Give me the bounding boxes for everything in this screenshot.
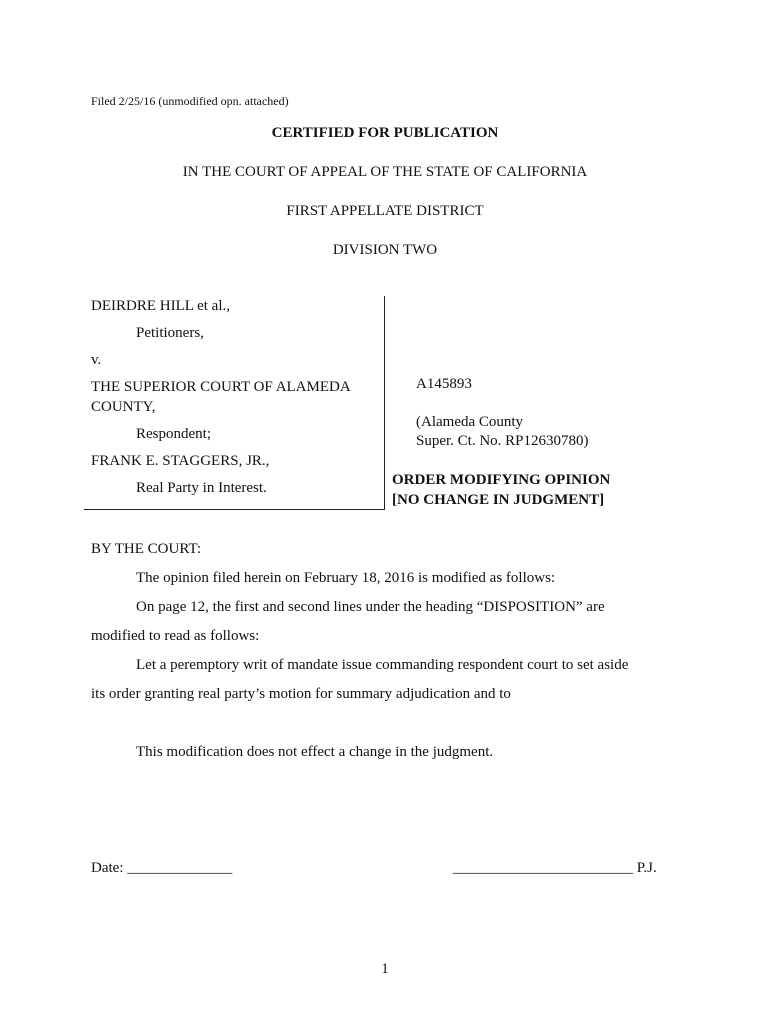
order-title-line2: [NO CHANGE IN JUDGMENT] xyxy=(392,492,605,508)
real-party-role: Real Party in Interest. xyxy=(136,480,267,496)
county-line2: Super. Ct. No. RP12630780) xyxy=(416,433,589,449)
certified-heading: CERTIFIED FOR PUBLICATION xyxy=(271,125,499,141)
respondent-name-line1: THE SUPERIOR COURT OF ALAMEDA xyxy=(91,379,351,395)
order-title-line1: ORDER MODIFYING OPINION xyxy=(392,472,611,488)
filed-note: Filed 2/25/16 (unmodified opn. attached) xyxy=(91,94,289,108)
county-line1: (Alameda County xyxy=(416,414,524,430)
caption-vertical-rule xyxy=(384,296,385,510)
respondent-role: Respondent; xyxy=(136,426,211,442)
court-name: IN THE COURT OF APPEAL OF THE STATE OF CALIFORNIA xyxy=(182,164,588,180)
real-party-name: FRANK E. STAGGERS, JR., xyxy=(91,453,270,469)
presiding-justice-signature-line: ________________________ P.J. xyxy=(453,860,657,876)
paragraph-1: The opinion filed herein on February 18, 2016 is modified as follows: xyxy=(136,570,556,586)
caption-horizontal-rule xyxy=(84,509,385,510)
page-number: 1 xyxy=(381,961,389,977)
respondent-name-line2: COUNTY, xyxy=(91,399,156,415)
versus: v. xyxy=(91,352,102,368)
division-name: DIVISION TWO xyxy=(332,242,438,258)
by-the-court: BY THE COURT: xyxy=(91,541,202,557)
district-name: FIRST APPELLATE DISTRICT xyxy=(286,203,484,219)
paragraph-2-line1: On page 12, the first and second lines under the heading “DISPOSITION” are xyxy=(136,599,605,615)
petitioner-role: Petitioners, xyxy=(136,325,204,341)
date-line: Date: ______________ xyxy=(91,860,233,876)
paragraph-3-line1: Let a peremptory writ of mandate issue commanding respondent court to set aside xyxy=(136,657,629,673)
petitioner-name: DEIRDRE HILL et al., xyxy=(91,298,230,314)
case-number: A145893 xyxy=(416,376,472,392)
paragraph-2-line2: modified to read as follows: xyxy=(91,628,260,644)
paragraph-4: This modification does not effect a change in the judgment. xyxy=(136,744,494,760)
paragraph-3-line2: its order granting real party’s motion for summary adjudication and to xyxy=(91,686,511,702)
